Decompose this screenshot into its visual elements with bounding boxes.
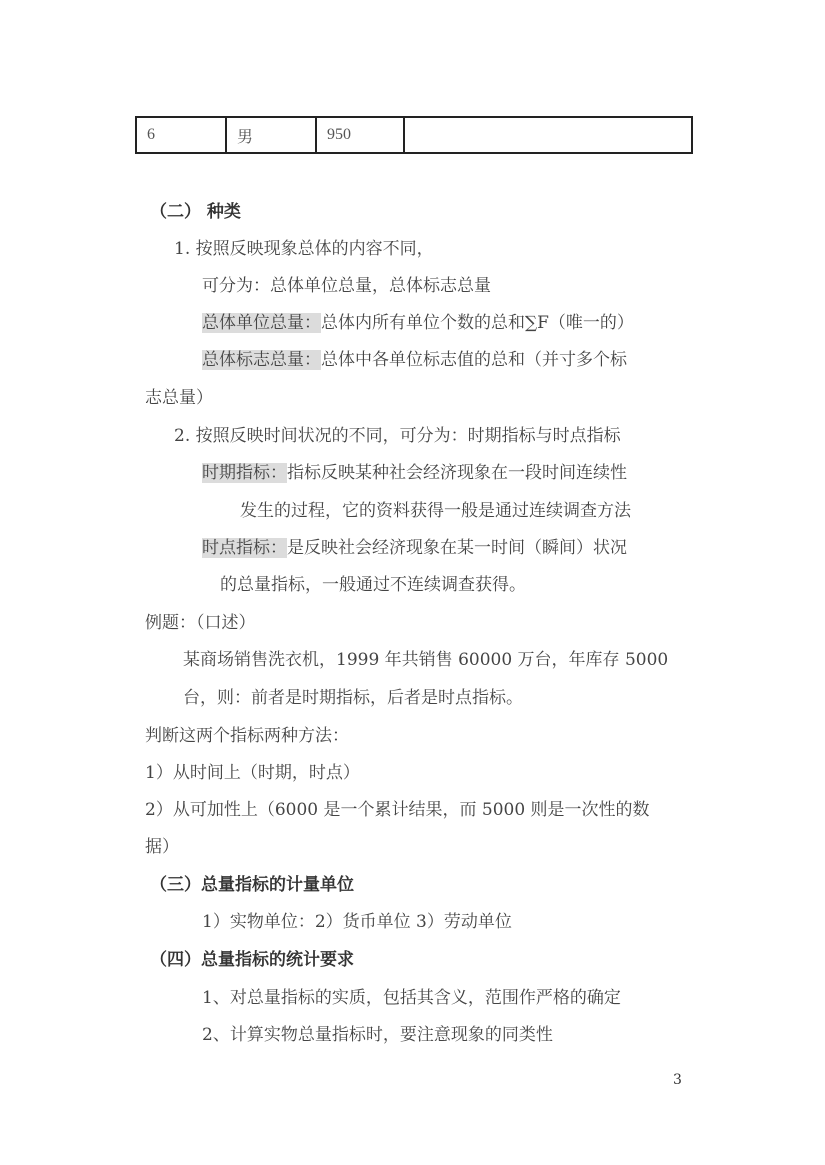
requirement-2: 2、计算实物总量指标时，要注意现象的同类性	[202, 1025, 553, 1045]
table-cell-gender: 男	[226, 117, 316, 153]
item1-def2-continued: 志总量）	[145, 388, 213, 408]
requirement-1: 1、对总量指标的实质，包括其含义，范围作严格的确定	[202, 988, 621, 1008]
item1-def1	[202, 311, 634, 335]
section-heading-units: （三）总量指标的计量单位	[150, 875, 354, 895]
method-2-continued: 据）	[145, 837, 179, 857]
item2-def2	[202, 536, 627, 560]
def-term: 总体标志总量：	[202, 350, 321, 370]
table-cell-value: 950	[316, 117, 404, 153]
method-1: 1）从时间上（时期，时点）	[145, 763, 360, 783]
section-heading-types: （二） 种类	[150, 202, 241, 222]
units-line: 1）实物单位：2）货币单位 3）劳动单位	[202, 912, 512, 932]
judge-methods-heading: 判断这两个指标两种方法：	[145, 726, 349, 746]
item2-def1-continued: 发生的过程，它的资料获得一般是通过连续调查方法	[240, 501, 631, 521]
def-text: 总体内所有单位个数的总和∑F（唯一的）	[321, 313, 634, 333]
example-label: 例题：（口述）	[145, 613, 256, 633]
table-cell-id: 6	[136, 117, 226, 153]
section-heading-requirements: （四）总量指标的统计要求	[150, 950, 354, 970]
page-number: 3	[673, 1072, 682, 1088]
item2-def1	[202, 461, 627, 485]
table-cell-empty	[404, 117, 692, 153]
def-term: 时期指标：	[202, 463, 287, 483]
item1-def2	[202, 348, 627, 372]
method-2: 2）从可加性上（6000 是一个累计结果，而 5000 则是一次性的数	[145, 800, 650, 820]
def-term: 总体单位总量：	[202, 313, 321, 333]
def-text: 指标反映某种社会经济现象在一段时间连续性	[287, 463, 627, 483]
item1-title: 1. 按照反映现象总体的内容不同，	[174, 239, 434, 259]
def-text: 总体中各单位标志值的总和（并寸多个标	[321, 350, 627, 370]
def-term: 时点指标：	[202, 538, 287, 558]
example-line-1: 某商场销售洗衣机，1999 年共销售 60000 万台，年库存 5000	[183, 650, 669, 670]
example-line-2: 台，则：前者是时期指标，后者是时点指标。	[183, 688, 523, 708]
item2-def2-continued: 的总量指标，一般通过不连续调查获得。	[220, 575, 526, 595]
item1-line: 可分为：总体单位总量，总体标志总量	[202, 276, 491, 296]
def-text: 是反映社会经济现象在某一时间（瞬间）状况	[287, 538, 627, 558]
item2-title: 2. 按照反映时间状况的不同，可分为：时期指标与时点指标	[174, 426, 621, 446]
data-table-row	[135, 116, 693, 154]
